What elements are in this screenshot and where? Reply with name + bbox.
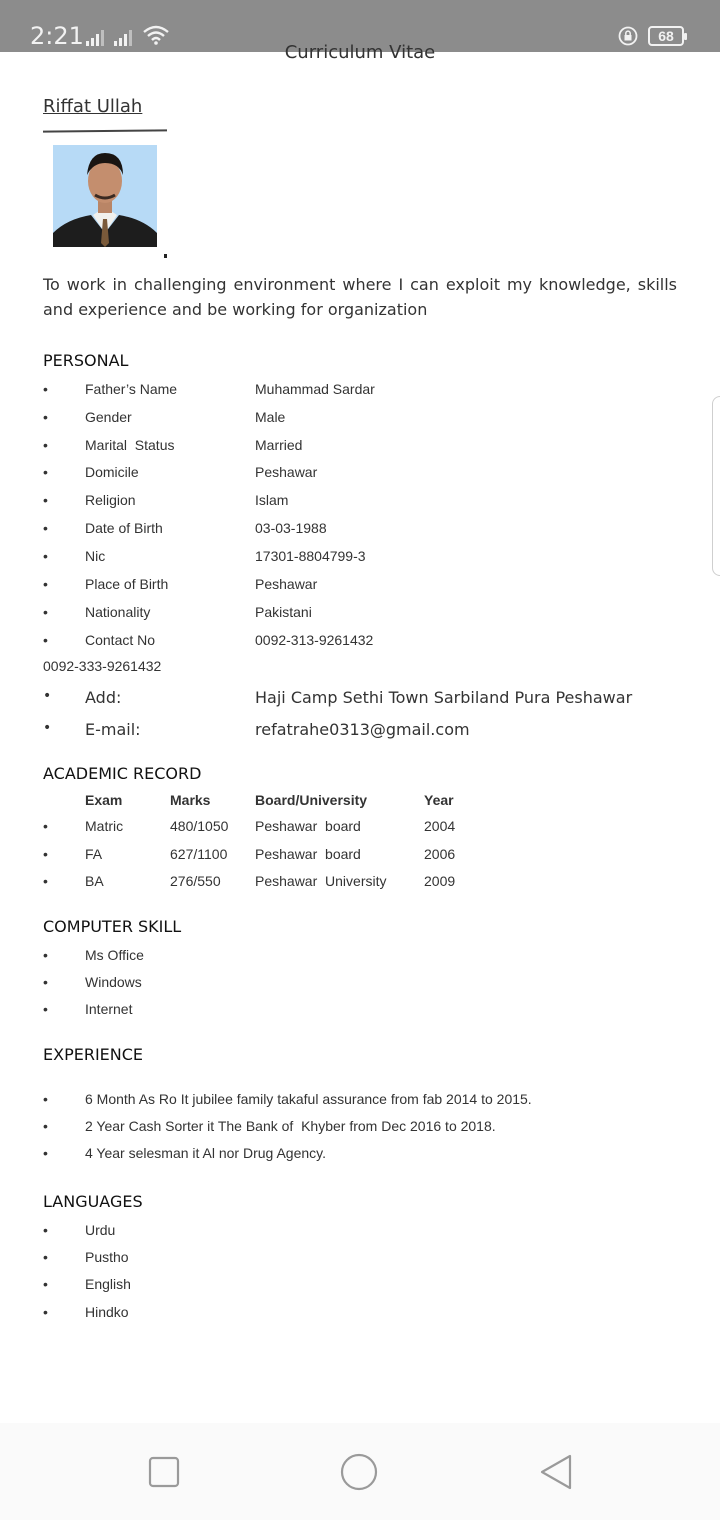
- bullet: •: [43, 974, 48, 990]
- list-item: [0, 947, 720, 971]
- marks-cell: 480/1050: [170, 818, 229, 834]
- field-label: Date of Birth: [85, 520, 163, 536]
- language-item: English: [85, 1276, 131, 1292]
- list-item: [0, 1145, 720, 1169]
- email-value: refatrahe0313@gmail.com: [255, 720, 470, 739]
- contact-extra: 0092-333-9261432: [43, 658, 162, 674]
- list-item: [0, 1001, 720, 1025]
- language-item: Hindko: [85, 1304, 129, 1320]
- field-label: Place of Birth: [85, 576, 169, 592]
- personal-row: [0, 548, 720, 572]
- column-header: Board/University: [255, 792, 368, 808]
- year-cell: 2004: [424, 818, 456, 834]
- section-heading-languages: LANGUAGES: [43, 1192, 143, 1211]
- bullet: •: [43, 1091, 48, 1107]
- field-label: E-mail:: [85, 720, 141, 739]
- bullet: •: [43, 381, 48, 397]
- field-label: Gender: [85, 409, 132, 425]
- bullet: •: [43, 720, 52, 736]
- field-value: 0092-313-9261432: [255, 632, 374, 648]
- list-item: [0, 974, 720, 998]
- bullet: •: [43, 1001, 48, 1017]
- marks-cell: 276/550: [170, 873, 221, 889]
- column-header: Year: [424, 792, 454, 808]
- address-row: [0, 688, 720, 712]
- skill-label: Windows: [85, 974, 142, 990]
- field-value: Haji Camp Sethi Town Sarbiland Pura Peshawar: [255, 688, 633, 707]
- bullet: •: [43, 464, 48, 480]
- exam-cell: FA: [85, 846, 103, 862]
- field-label: Add:: [85, 688, 122, 707]
- bullet: •: [43, 818, 48, 834]
- bullet: •: [43, 492, 48, 508]
- career-objective: To work in challenging environment where I can exploit my knowledge, skills and experience and be working for organization: [43, 275, 677, 319]
- column-header: Exam: [85, 792, 123, 808]
- skill-label: Ms Office: [85, 947, 144, 963]
- field-label: Domicile: [85, 464, 139, 480]
- field-value: Islam: [255, 492, 289, 508]
- profile-photo: [53, 145, 157, 247]
- personal-row: [0, 492, 720, 516]
- field-label: Nic: [85, 548, 106, 564]
- column-header: Marks: [170, 792, 211, 808]
- status-time: 2:21: [30, 22, 84, 50]
- personal-row: [0, 464, 720, 488]
- bullet: •: [43, 604, 48, 620]
- field-value: Peshawar: [255, 576, 318, 592]
- bullet: •: [43, 1276, 48, 1292]
- bullet: •: [43, 548, 48, 564]
- personal-row: [0, 576, 720, 600]
- table-row: [0, 873, 720, 897]
- field-label: Contact No: [85, 632, 156, 648]
- marks-cell: 627/1100: [170, 846, 228, 862]
- field-value: Peshawar: [255, 464, 318, 480]
- home-circle-icon[interactable]: [340, 1453, 378, 1491]
- document-title: Curriculum Vitae: [284, 42, 436, 63]
- stray-mark: [164, 254, 167, 258]
- board-cell: Peshawar board: [255, 818, 361, 834]
- personal-row: [0, 409, 720, 433]
- exam-cell: Matric: [85, 818, 124, 834]
- year-cell: 2006: [424, 846, 456, 862]
- field-value: Pakistani: [255, 604, 312, 620]
- bullet: •: [43, 1118, 48, 1134]
- bullet: •: [43, 1145, 48, 1161]
- bullet: •: [43, 1304, 48, 1320]
- bullet: •: [43, 632, 48, 648]
- bullet: •: [43, 1222, 48, 1238]
- list-item: [0, 1118, 720, 1142]
- section-heading-experience: EXPERIENCE: [43, 1045, 144, 1064]
- bullet: •: [43, 688, 52, 704]
- experience-item: 2 Year Cash Sorter it The Bank of Khyber from Dec 2016 to 2018.: [85, 1118, 496, 1134]
- bullet: •: [43, 409, 48, 425]
- email-row: [0, 720, 720, 744]
- bullet: •: [43, 873, 48, 889]
- personal-row: [0, 437, 720, 461]
- field-label: Religion: [85, 492, 136, 508]
- exam-cell: BA: [85, 873, 104, 889]
- section-heading-personal: PERSONAL: [43, 351, 129, 370]
- recents-square-icon[interactable]: [148, 1456, 180, 1488]
- bullet: •: [43, 1249, 48, 1265]
- candidate-name: Riffat Ullah: [43, 96, 143, 117]
- section-heading-computer-skill: COMPUTER SKILL: [43, 917, 182, 936]
- field-value: 03-03-1988: [255, 520, 327, 536]
- section-heading-academic: ACADEMIC RECORD: [43, 764, 202, 783]
- personal-row: [0, 381, 720, 405]
- field-value: Married: [255, 437, 303, 453]
- academic-header-row: [0, 792, 720, 816]
- personal-row: [0, 604, 720, 628]
- list-item: [0, 1304, 720, 1328]
- field-label: Nationality: [85, 604, 151, 620]
- field-label: Father’s Name: [85, 381, 178, 397]
- back-triangle-icon[interactable]: [538, 1453, 574, 1491]
- list-item: [0, 1249, 720, 1273]
- bullet: •: [43, 947, 48, 963]
- bullet: •: [43, 437, 48, 453]
- board-cell: Peshawar University: [255, 873, 387, 889]
- personal-row: [0, 632, 720, 656]
- year-cell: 2009: [424, 873, 456, 889]
- bullet: •: [43, 520, 48, 536]
- experience-item: 6 Month As Ro It jubilee family takaful assurance from fab 2014 to 2015.: [85, 1091, 532, 1107]
- bullet: •: [43, 576, 48, 592]
- language-item: Pustho: [85, 1249, 129, 1265]
- field-value: 17301-8804799-3: [255, 548, 366, 564]
- battery-indicator: 68: [648, 26, 684, 46]
- skill-label: Internet: [85, 1001, 133, 1017]
- experience-item: 4 Year selesman it Al nor Drug Agency.: [85, 1145, 326, 1161]
- name-divider: [43, 129, 167, 132]
- personal-row: [0, 520, 720, 544]
- list-item: [0, 1276, 720, 1300]
- list-item: [0, 1091, 720, 1115]
- list-item: [0, 1222, 720, 1246]
- table-row: [0, 846, 720, 870]
- field-value: Muhammad Sardar: [255, 381, 375, 397]
- table-row: [0, 818, 720, 842]
- bullet: •: [43, 846, 48, 862]
- board-cell: Peshawar board: [255, 846, 361, 862]
- language-item: Urdu: [85, 1222, 116, 1238]
- scroll-handle[interactable]: [712, 396, 720, 576]
- field-value: Male: [255, 409, 286, 425]
- navigation-bar: [0, 1423, 720, 1520]
- field-label: Marital Status: [85, 437, 175, 453]
